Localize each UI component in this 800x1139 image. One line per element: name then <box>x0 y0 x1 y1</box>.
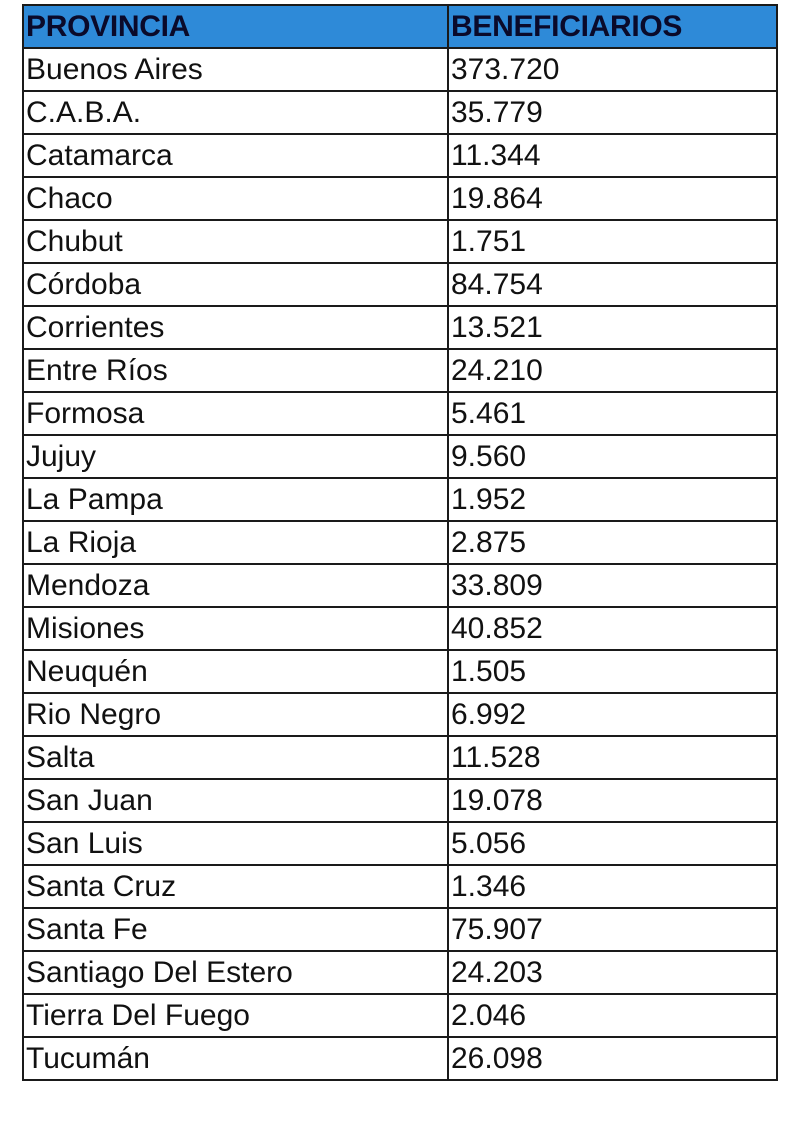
province-cell: Tucumán <box>23 1037 448 1080</box>
table-row <box>23 951 777 994</box>
table-row <box>23 521 777 564</box>
province-cell: San Juan <box>23 779 448 822</box>
beneficiaries-cell: 26.098 <box>448 1037 777 1080</box>
province-cell: Neuquén <box>23 650 448 693</box>
beneficiaries-cell: 1.505 <box>448 650 777 693</box>
province-cell: Formosa <box>23 392 448 435</box>
table-row <box>23 736 777 779</box>
table-row <box>23 779 777 822</box>
table-row <box>23 994 777 1037</box>
beneficiaries-cell: 1.346 <box>448 865 777 908</box>
header-beneficiarios: BENEFICIARIOS <box>448 5 777 48</box>
province-cell: Catamarca <box>23 134 448 177</box>
beneficiaries-cell: 9.560 <box>448 435 777 478</box>
table-row <box>23 693 777 736</box>
beneficiaries-cell: 6.992 <box>448 693 777 736</box>
beneficiaries-cell: 33.809 <box>448 564 777 607</box>
beneficiaries-cell: 35.779 <box>448 91 777 134</box>
beneficiaries-cell: 19.078 <box>448 779 777 822</box>
table-row <box>23 349 777 392</box>
beneficiaries-cell: 5.461 <box>448 392 777 435</box>
table-row <box>23 306 777 349</box>
table-body <box>23 48 777 1080</box>
province-cell: Chaco <box>23 177 448 220</box>
beneficiaries-cell: 1.952 <box>448 478 777 521</box>
province-cell: Mendoza <box>23 564 448 607</box>
table-row <box>23 91 777 134</box>
beneficiaries-cell: 84.754 <box>448 263 777 306</box>
beneficiaries-cell: 40.852 <box>448 607 777 650</box>
beneficiaries-cell: 2.875 <box>448 521 777 564</box>
province-cell: Jujuy <box>23 435 448 478</box>
table-row <box>23 822 777 865</box>
province-cell: Tierra Del Fuego <box>23 994 448 1037</box>
table-row <box>23 908 777 951</box>
beneficiaries-cell: 2.046 <box>448 994 777 1037</box>
beneficiaries-cell: 11.528 <box>448 736 777 779</box>
header-row <box>23 5 777 48</box>
beneficiaries-cell: 13.521 <box>448 306 777 349</box>
table-row <box>23 435 777 478</box>
province-cell: C.A.B.A. <box>23 91 448 134</box>
beneficiaries-cell: 19.864 <box>448 177 777 220</box>
province-cell: Chubut <box>23 220 448 263</box>
beneficiaries-cell: 1.751 <box>448 220 777 263</box>
province-cell: Santa Cruz <box>23 865 448 908</box>
province-cell: Misiones <box>23 607 448 650</box>
table-row <box>23 1037 777 1080</box>
table-header <box>23 5 777 48</box>
table-row <box>23 48 777 91</box>
province-cell: Salta <box>23 736 448 779</box>
table-row <box>23 564 777 607</box>
beneficiaries-table <box>22 4 778 1081</box>
beneficiaries-cell: 11.344 <box>448 134 777 177</box>
province-cell: La Rioja <box>23 521 448 564</box>
table-row <box>23 392 777 435</box>
province-cell: Santiago Del Estero <box>23 951 448 994</box>
table-row <box>23 650 777 693</box>
province-cell: Buenos Aires <box>23 48 448 91</box>
table-row <box>23 220 777 263</box>
table-row <box>23 478 777 521</box>
beneficiaries-cell: 75.907 <box>448 908 777 951</box>
beneficiaries-cell: 24.203 <box>448 951 777 994</box>
beneficiaries-cell: 24.210 <box>448 349 777 392</box>
province-cell: Santa Fe <box>23 908 448 951</box>
header-provincia: PROVINCIA <box>23 5 448 48</box>
table-row <box>23 263 777 306</box>
province-cell: Córdoba <box>23 263 448 306</box>
beneficiaries-cell: 373.720 <box>448 48 777 91</box>
province-cell: San Luis <box>23 822 448 865</box>
province-cell: La Pampa <box>23 478 448 521</box>
province-cell: Corrientes <box>23 306 448 349</box>
beneficiaries-cell: 5.056 <box>448 822 777 865</box>
table-row <box>23 607 777 650</box>
table-row <box>23 865 777 908</box>
province-cell: Rio Negro <box>23 693 448 736</box>
table-row <box>23 134 777 177</box>
province-cell: Entre Ríos <box>23 349 448 392</box>
table-row <box>23 177 777 220</box>
